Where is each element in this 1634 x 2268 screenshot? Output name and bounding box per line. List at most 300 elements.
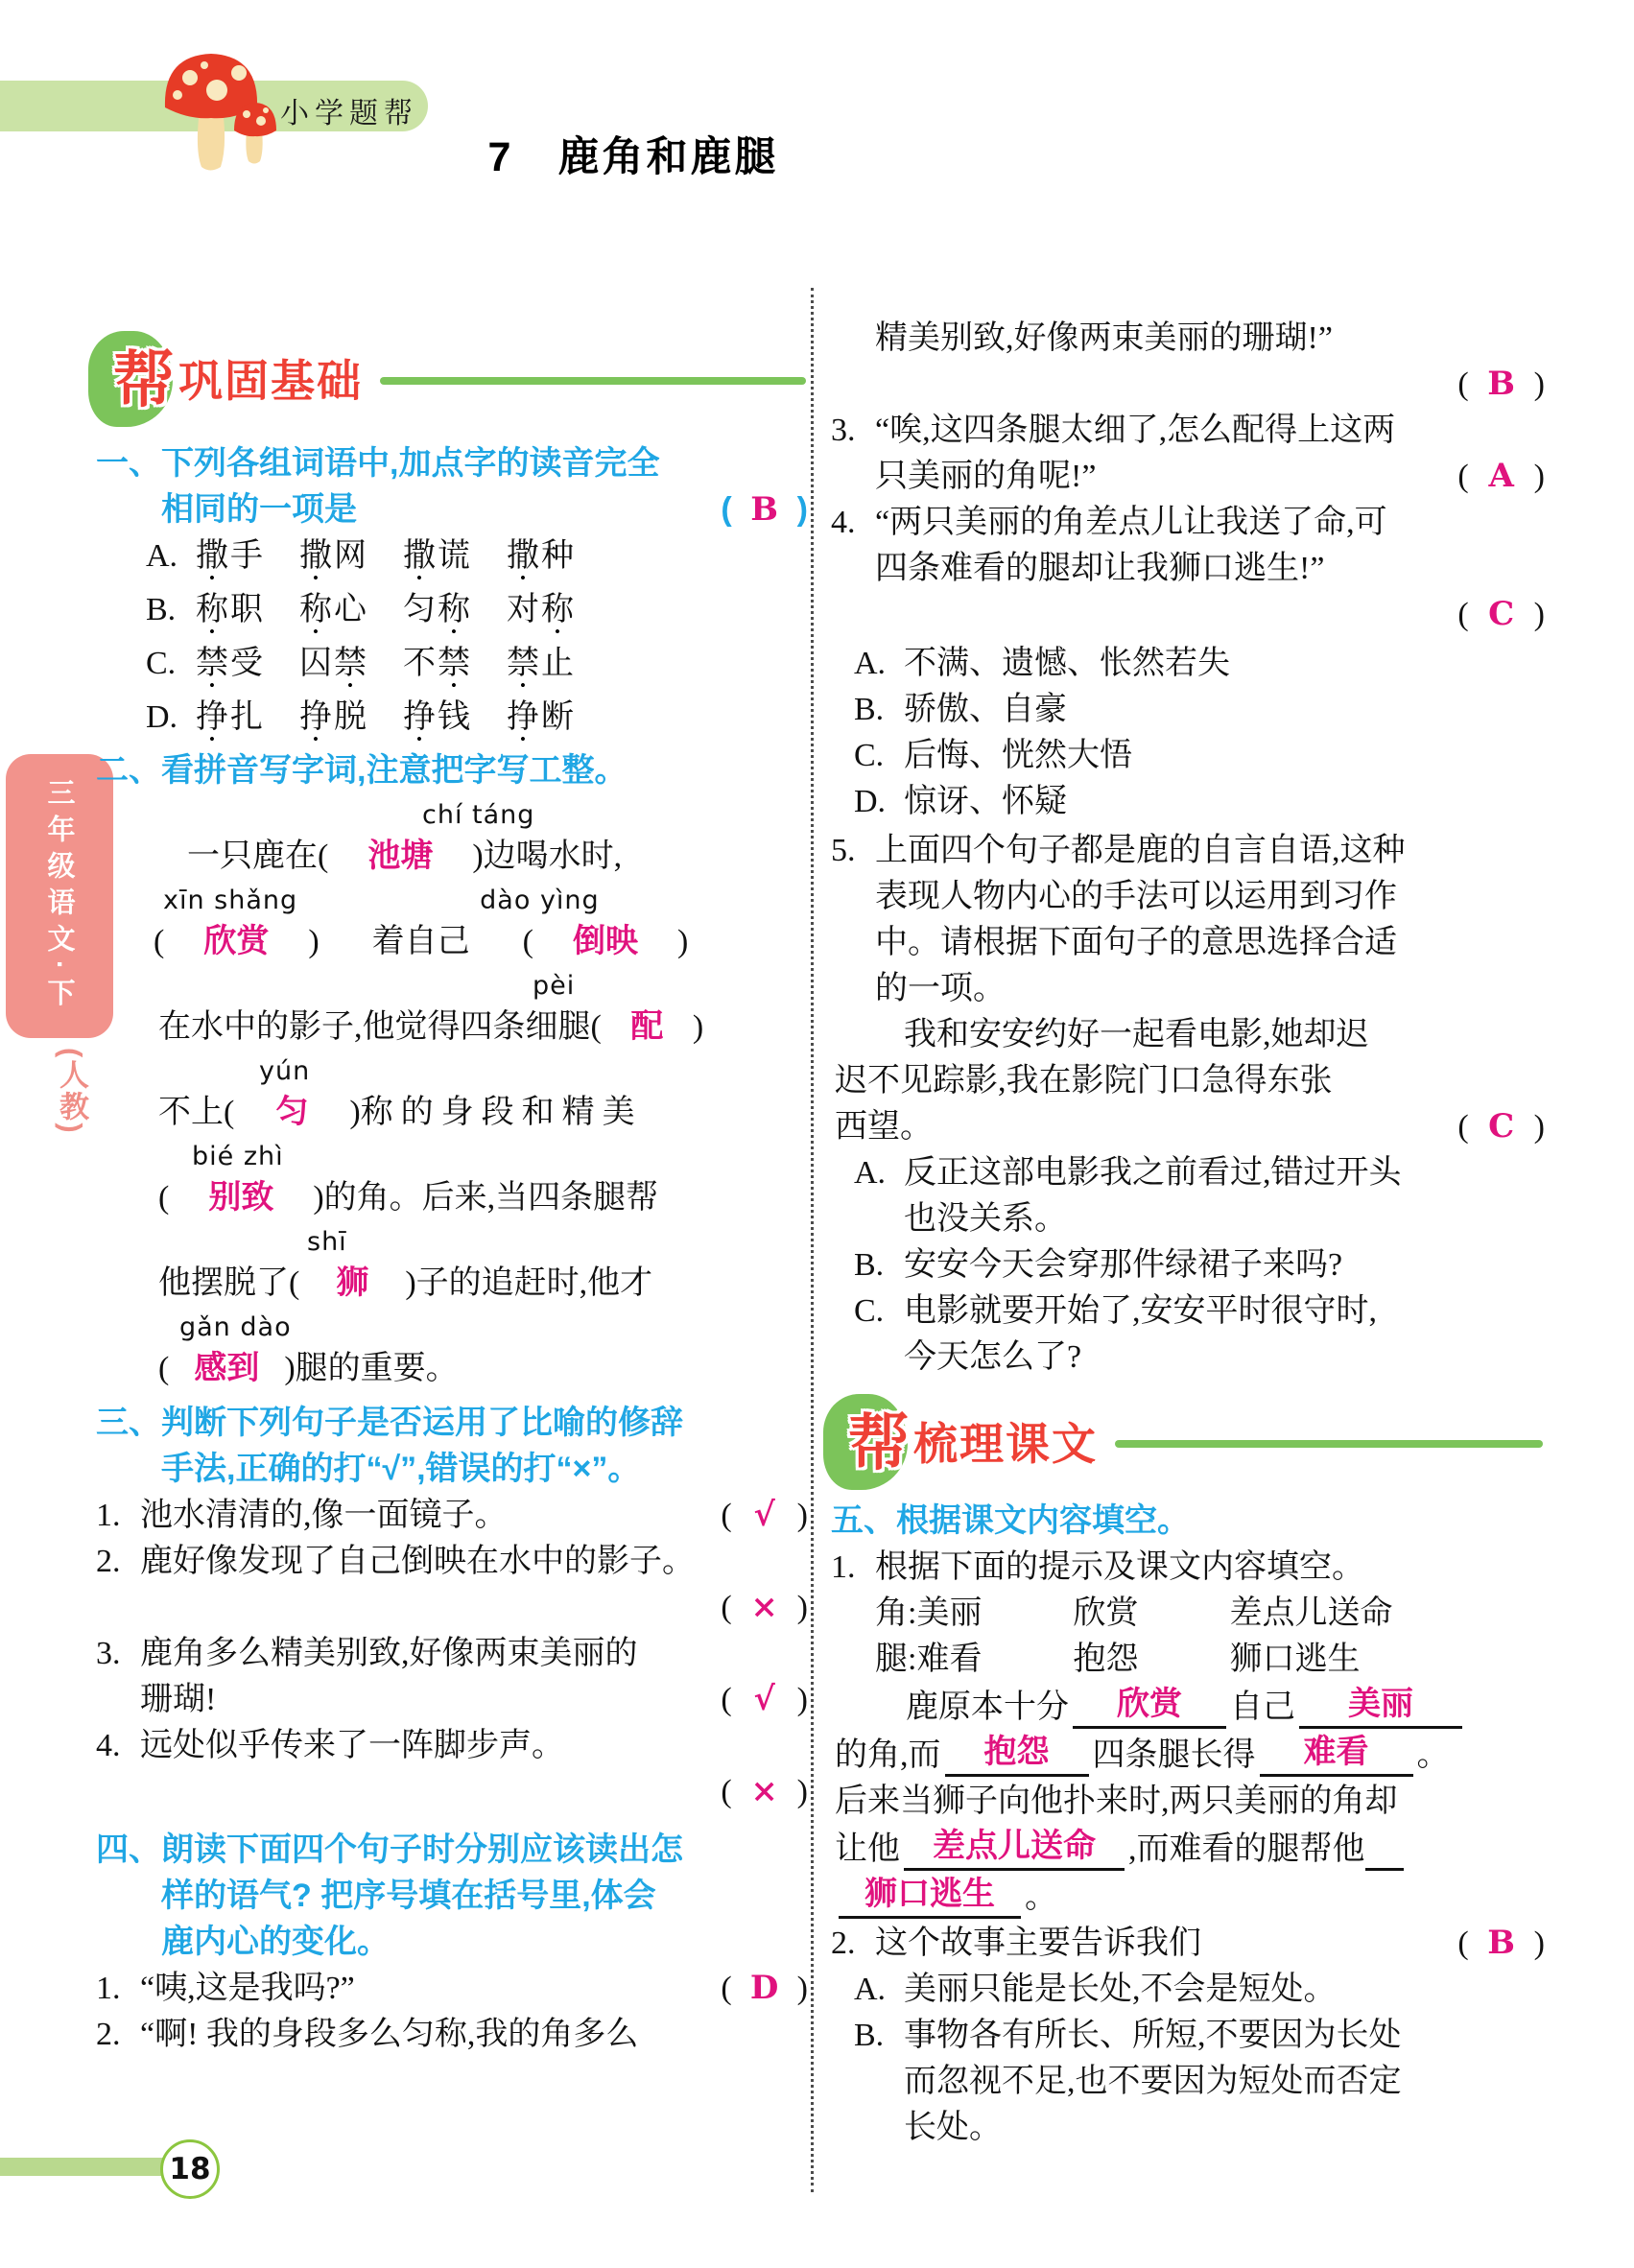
spacer bbox=[470, 920, 523, 963]
answer-letter: × bbox=[750, 1588, 778, 1626]
text: )边喝水时, bbox=[472, 839, 623, 874]
line bbox=[831, 829, 1545, 872]
char: 称 bbox=[438, 592, 472, 627]
dotted-word bbox=[403, 696, 507, 739]
line bbox=[96, 1829, 808, 1872]
spacer bbox=[297, 881, 480, 916]
text: 的角,而 bbox=[835, 1737, 941, 1773]
text: 鹿好像发现了自己倒映在水中的影子。 bbox=[140, 1544, 695, 1579]
line bbox=[831, 1780, 1545, 1823]
text: 安安今天会穿那件绿裙子来吗? bbox=[904, 1247, 1343, 1283]
choice-label: A. bbox=[146, 538, 178, 574]
text: ( bbox=[158, 1180, 170, 1216]
answer-parens bbox=[1457, 455, 1545, 498]
line bbox=[96, 1402, 808, 1445]
text: 表现人物内心的手法可以运用到习作 bbox=[875, 879, 1397, 914]
written-answer: 池塘 bbox=[367, 837, 434, 875]
item-number: 2. bbox=[831, 1925, 856, 1961]
char: 称 bbox=[541, 592, 576, 627]
item-number: 3. bbox=[96, 1636, 121, 1671]
line bbox=[831, 2106, 1545, 2149]
section-badge-icon bbox=[88, 331, 178, 431]
dotted-word bbox=[299, 696, 403, 739]
pinyin: dào yìng bbox=[480, 886, 600, 915]
blank-answer: 欣赏 bbox=[1073, 1684, 1226, 1729]
char: 职 bbox=[230, 592, 265, 627]
char: 挣 bbox=[403, 699, 438, 735]
answer-parens bbox=[721, 1770, 808, 1813]
brand-banner bbox=[0, 81, 428, 131]
answer-parens bbox=[1457, 1922, 1545, 1965]
badge-character: 帮 bbox=[848, 1408, 910, 1477]
line bbox=[96, 1448, 808, 1491]
text: 三、判断下列句子是否运用了比喻的修辞 bbox=[96, 1405, 683, 1441]
line bbox=[96, 1586, 808, 1629]
right-column bbox=[831, 317, 1545, 2152]
item-number: 2. bbox=[96, 2017, 121, 2052]
char: 对 bbox=[507, 592, 541, 627]
dotted-word bbox=[299, 642, 403, 685]
answer-parens bbox=[721, 1494, 808, 1537]
answer-letter: B bbox=[1487, 365, 1516, 403]
answer-letter: A bbox=[1488, 457, 1514, 495]
line bbox=[831, 1874, 1545, 1919]
line bbox=[831, 409, 1545, 452]
line bbox=[96, 1005, 808, 1049]
column-divider bbox=[811, 288, 814, 2192]
paren-close: ) bbox=[1533, 1109, 1545, 1145]
paren-close: ) bbox=[1533, 597, 1545, 632]
footer-bar bbox=[0, 2158, 165, 2176]
text: 腿:难看 bbox=[875, 1642, 983, 1677]
line bbox=[831, 875, 1545, 918]
paren-close: ) bbox=[796, 1682, 808, 1717]
dotted-word bbox=[299, 588, 403, 631]
line bbox=[96, 1091, 808, 1134]
text: 四条腿长得 bbox=[1092, 1737, 1256, 1773]
line bbox=[831, 688, 1545, 731]
text: 五、根据课文内容填空。 bbox=[831, 1502, 1190, 1539]
blank-answer: 难看 bbox=[1260, 1732, 1413, 1777]
paren-open: ( bbox=[721, 1682, 732, 1717]
paren-close: ) bbox=[796, 1590, 808, 1625]
char: 钱 bbox=[438, 699, 472, 735]
char: 挣 bbox=[196, 699, 230, 735]
spacer bbox=[1138, 1638, 1229, 1681]
text: 电影就要开始了,安安平时很守时, bbox=[904, 1293, 1377, 1329]
text: ) bbox=[308, 924, 320, 959]
text: ( bbox=[522, 924, 533, 959]
choice-label: D. bbox=[854, 784, 887, 819]
line bbox=[96, 1875, 808, 1918]
item-number: 1. bbox=[831, 1549, 856, 1585]
line bbox=[831, 2060, 1545, 2103]
item-number: 1. bbox=[96, 1498, 121, 1533]
text: 相同的一项是 bbox=[161, 491, 357, 528]
line bbox=[96, 795, 808, 833]
line bbox=[831, 2014, 1545, 2057]
line bbox=[96, 1347, 808, 1390]
item-number: 4. bbox=[96, 1728, 121, 1763]
choice-label: B. bbox=[854, 2018, 885, 2053]
text: 手法,正确的打“√”,错误的打“×”。 bbox=[161, 1451, 641, 1487]
item-number: 4. bbox=[831, 505, 856, 540]
text: 称的身段和精美 bbox=[360, 1095, 643, 1130]
text: 美丽只能是长处,不会是短处。 bbox=[904, 1972, 1337, 2007]
paren-open: ( bbox=[1457, 1925, 1469, 1961]
char: 谎 bbox=[438, 538, 472, 574]
char: 网 bbox=[334, 538, 368, 574]
text: 样的语气? 把序号填在括号里,体会 bbox=[161, 1878, 656, 1914]
choice-label: A. bbox=[854, 1972, 887, 2007]
answer-letter: C bbox=[1488, 595, 1515, 633]
text: 珊瑚! bbox=[140, 1682, 217, 1717]
text: 这个故事主要告诉我们 bbox=[875, 1925, 1201, 1961]
item-number: 5. bbox=[831, 833, 856, 868]
line bbox=[96, 920, 808, 963]
written-answer: 欣赏 bbox=[203, 922, 270, 960]
char: 匀 bbox=[403, 592, 438, 627]
text: 长处。 bbox=[904, 2110, 1002, 2145]
text: 事物各有所长、所短,不要因为长处 bbox=[904, 2018, 1402, 2053]
char: 受 bbox=[230, 646, 265, 681]
section-badge-rule bbox=[380, 377, 806, 385]
pinyin: shī bbox=[307, 1227, 347, 1257]
char: 禁 bbox=[438, 646, 472, 681]
char: 不 bbox=[403, 646, 438, 681]
line bbox=[831, 1151, 1545, 1194]
text: 着自己 bbox=[371, 924, 470, 959]
line bbox=[831, 1826, 1545, 1871]
answer-parens bbox=[1457, 363, 1545, 406]
answer-letter: B bbox=[750, 490, 779, 529]
text: 鹿原本十分 bbox=[906, 1689, 1069, 1725]
pinyin: yún bbox=[259, 1056, 311, 1086]
line bbox=[831, 1684, 1545, 1729]
line bbox=[831, 1013, 1545, 1056]
char: 禁 bbox=[334, 646, 368, 681]
line bbox=[831, 1732, 1545, 1777]
page-number: 18 bbox=[160, 2139, 220, 2199]
written-answer: 别致 bbox=[208, 1178, 274, 1217]
text: 只美丽的角呢!” bbox=[875, 459, 1097, 494]
text: ( bbox=[154, 924, 165, 959]
text: 角:美丽 bbox=[875, 1595, 983, 1631]
text: 远处似乎传来了一阵脚步声。 bbox=[140, 1728, 564, 1763]
line bbox=[831, 1335, 1545, 1379]
choice-label: D. bbox=[146, 699, 178, 735]
blank-answer: 抱怨 bbox=[945, 1732, 1089, 1777]
char: 脱 bbox=[334, 699, 368, 735]
char: 断 bbox=[541, 699, 576, 735]
publisher-label: (人教) bbox=[55, 1048, 88, 1135]
written-answer: 匀 bbox=[275, 1093, 309, 1131]
line bbox=[831, 780, 1545, 823]
dotted-word bbox=[507, 696, 576, 739]
line bbox=[88, 331, 808, 431]
spacer bbox=[982, 1592, 1073, 1635]
paren-close: ) bbox=[1533, 459, 1545, 494]
badge-character: 帮 bbox=[113, 345, 175, 414]
char: 禁 bbox=[507, 646, 541, 681]
line bbox=[831, 1638, 1545, 1681]
line bbox=[96, 1176, 808, 1219]
blank-answer: 狮口逃生 bbox=[839, 1874, 1021, 1919]
dotted-word bbox=[507, 642, 576, 685]
line bbox=[96, 1222, 808, 1260]
line bbox=[831, 593, 1545, 636]
text: “啊! 我的身段多么匀称,我的角多么 bbox=[140, 2017, 639, 2052]
line bbox=[96, 2013, 808, 2056]
text: 上面四个句子都是鹿的自言自语,这种 bbox=[875, 833, 1406, 868]
text: 惊讶、怀疑 bbox=[904, 784, 1067, 819]
text: ) bbox=[692, 1009, 704, 1045]
text: 骄傲、自豪 bbox=[904, 692, 1067, 727]
line bbox=[96, 749, 808, 792]
paren-open: ( bbox=[721, 1590, 732, 1625]
text: 鹿角多么精美别致,好像两束美丽的 bbox=[140, 1636, 638, 1671]
line bbox=[96, 1967, 808, 2010]
line bbox=[96, 642, 808, 685]
left-column bbox=[96, 331, 808, 2059]
pinyin: gǎn dào bbox=[179, 1312, 292, 1342]
text: 欣赏 bbox=[1073, 1595, 1139, 1631]
blank-answer: 差点儿送命 bbox=[904, 1826, 1125, 1871]
item-number: 1. bbox=[96, 1971, 121, 2006]
text: 不上( bbox=[158, 1095, 235, 1130]
line bbox=[96, 1262, 808, 1305]
written-answer: 感到 bbox=[194, 1349, 260, 1387]
spacer bbox=[320, 920, 372, 963]
paren-close: ) bbox=[1533, 366, 1545, 402]
line bbox=[96, 1308, 808, 1345]
pinyin: bié zhì bbox=[192, 1142, 284, 1171]
line bbox=[831, 1289, 1545, 1333]
dotted-word bbox=[507, 534, 576, 578]
text: )腿的重要。 bbox=[284, 1351, 459, 1386]
line bbox=[96, 1724, 808, 1767]
text: 今天怎么了? bbox=[904, 1339, 1082, 1375]
text: 中。请根据下面句子的意思选择合适 bbox=[875, 925, 1397, 960]
text: 根据下面的提示及课文内容填空。 bbox=[875, 1549, 1364, 1585]
line bbox=[831, 363, 1545, 406]
dotted-word bbox=[507, 588, 576, 631]
paren-open: ( bbox=[1457, 459, 1469, 494]
text: 差点儿送命 bbox=[1229, 1595, 1393, 1631]
paren-close: ) bbox=[796, 1774, 808, 1809]
line bbox=[831, 1059, 1545, 1102]
text: 而忽视不足,也不要因为短处而否定 bbox=[904, 2064, 1402, 2099]
paren-close: ) bbox=[796, 1498, 808, 1533]
text: 。 bbox=[1416, 1737, 1450, 1773]
line bbox=[831, 455, 1545, 498]
line bbox=[96, 534, 808, 578]
paren-close: ) bbox=[1533, 1925, 1545, 1961]
paren-open: ( bbox=[1457, 597, 1469, 632]
answer-parens bbox=[1457, 593, 1545, 636]
line bbox=[831, 921, 1545, 964]
line bbox=[831, 1243, 1545, 1287]
text: 一、下列各组词语中,加点字的读音完全 bbox=[96, 445, 660, 482]
line bbox=[831, 1922, 1545, 1965]
choice-label: B. bbox=[854, 1247, 885, 1283]
paren-open: ( bbox=[721, 1498, 732, 1533]
char: 心 bbox=[334, 592, 368, 627]
char: 称 bbox=[196, 592, 230, 627]
dotted-word bbox=[196, 696, 299, 739]
line bbox=[831, 734, 1545, 777]
text: ( bbox=[158, 1351, 170, 1386]
char: 扎 bbox=[230, 699, 265, 735]
text: 狮口逃生 bbox=[1229, 1642, 1361, 1677]
line bbox=[831, 1105, 1545, 1148]
text: 的一项。 bbox=[875, 971, 1006, 1006]
text: 也没关系。 bbox=[904, 1201, 1067, 1237]
section-badge-label: 巩固基础 bbox=[178, 355, 363, 406]
line bbox=[96, 881, 808, 918]
line bbox=[96, 1137, 808, 1174]
answer-letter: B bbox=[1487, 1924, 1516, 1962]
text: 让他 bbox=[835, 1831, 900, 1867]
paren-open: ( bbox=[721, 1774, 732, 1809]
pinyin: chí táng bbox=[422, 800, 535, 830]
answer-letter: × bbox=[750, 1772, 778, 1810]
choice-label: C. bbox=[854, 1293, 885, 1329]
char: 种 bbox=[541, 538, 576, 574]
text: 反正这部电影我之前看过,错过开头 bbox=[904, 1155, 1402, 1191]
line bbox=[96, 588, 808, 631]
line bbox=[96, 1678, 808, 1721]
text: 一只鹿在( bbox=[187, 839, 329, 874]
line bbox=[831, 501, 1545, 544]
text: 后悔、恍然大悟 bbox=[904, 738, 1132, 773]
line bbox=[96, 835, 808, 878]
paren-open: ( bbox=[721, 491, 732, 528]
text: “咦,这是我吗?” bbox=[140, 1971, 355, 2006]
text: 抱怨 bbox=[1073, 1642, 1139, 1677]
section-badge-icon bbox=[823, 1394, 913, 1494]
pinyin: xīn shǎng bbox=[163, 886, 298, 915]
item-number: 2. bbox=[96, 1544, 121, 1579]
brand-name: 小学题帮 bbox=[280, 97, 418, 130]
answer-parens bbox=[721, 1678, 808, 1721]
pinyin: pèi bbox=[533, 971, 576, 1001]
text: 他摆脱了( bbox=[158, 1265, 300, 1301]
choice-label: C. bbox=[146, 646, 177, 681]
char: 挣 bbox=[507, 699, 541, 735]
text: )子的追赶时,他才 bbox=[405, 1265, 653, 1301]
text: 精美别致,好像两束美丽的珊瑚!” bbox=[875, 320, 1333, 356]
text: 二、看拼音写字词,注意把字写工整。 bbox=[96, 752, 628, 789]
text: “两只美丽的角差点儿让我送了命,可 bbox=[875, 505, 1387, 540]
answer-parens bbox=[721, 488, 808, 532]
char: 禁 bbox=[196, 646, 230, 681]
dotted-word bbox=[403, 642, 507, 685]
line bbox=[96, 442, 808, 485]
text: 在水中的影子,他觉得四条细腿( bbox=[158, 1009, 602, 1045]
blank-answer: 美丽 bbox=[1299, 1684, 1462, 1729]
dotted-word bbox=[403, 588, 507, 631]
char: 手 bbox=[230, 538, 265, 574]
char: 撒 bbox=[403, 538, 438, 574]
char: 撒 bbox=[196, 538, 230, 574]
text: 四条难看的腿却让我狮口逃生!” bbox=[875, 551, 1325, 586]
written-answer: 倒映 bbox=[572, 922, 638, 960]
paren-open: ( bbox=[1457, 366, 1469, 402]
line bbox=[831, 642, 1545, 685]
line bbox=[96, 1540, 808, 1583]
line bbox=[831, 1546, 1545, 1589]
line bbox=[831, 547, 1545, 590]
paren-close: ) bbox=[796, 1971, 808, 2006]
answer-letter: √ bbox=[753, 1680, 775, 1718]
line bbox=[96, 696, 808, 739]
char: 撒 bbox=[507, 538, 541, 574]
written-answer: 狮 bbox=[336, 1264, 369, 1302]
section-badge-label: 梳理课文 bbox=[913, 1418, 1098, 1469]
line bbox=[96, 1632, 808, 1675]
blank-underline bbox=[1365, 1826, 1404, 1871]
text: 四、朗读下面四个句子时分别应该读出怎 bbox=[96, 1831, 683, 1868]
line bbox=[96, 488, 808, 532]
answer-parens bbox=[721, 1967, 808, 2010]
paren-close: ) bbox=[796, 491, 808, 528]
choice-label: A. bbox=[854, 1155, 887, 1191]
line bbox=[831, 1968, 1545, 2011]
text: 不满、遗憾、怅然若失 bbox=[904, 646, 1230, 681]
paren-open: ( bbox=[1457, 1109, 1469, 1145]
mushroom-icon bbox=[144, 40, 288, 181]
line bbox=[831, 1500, 1545, 1543]
choice-label: B. bbox=[146, 592, 177, 627]
answer-parens bbox=[721, 1586, 808, 1629]
choice-label: A. bbox=[854, 646, 887, 681]
line bbox=[831, 967, 1545, 1010]
grade-tab-label: 三年级语文·下 bbox=[43, 777, 75, 1015]
line bbox=[831, 1592, 1545, 1635]
line bbox=[96, 1494, 808, 1537]
line bbox=[831, 317, 1545, 360]
text: )的角。后来,当四条腿帮 bbox=[313, 1180, 659, 1216]
line bbox=[96, 966, 808, 1004]
text: 西望。 bbox=[835, 1109, 933, 1145]
dotted-word bbox=[196, 588, 299, 631]
written-answer: 配 bbox=[630, 1007, 664, 1046]
line bbox=[96, 1921, 808, 1964]
choice-label: C. bbox=[854, 738, 885, 773]
item-number: 3. bbox=[831, 413, 856, 448]
char: 囚 bbox=[299, 646, 334, 681]
section-badge-rule bbox=[1115, 1440, 1543, 1448]
text: “唉,这四条腿太细了,怎么配得上这两 bbox=[875, 413, 1396, 448]
dotted-word bbox=[196, 642, 299, 685]
text: 鹿内心的变化。 bbox=[161, 1924, 390, 1960]
spacer bbox=[982, 1638, 1073, 1681]
answer-letter: D bbox=[749, 1969, 779, 2007]
text: 自己 bbox=[1230, 1689, 1295, 1725]
char: 止 bbox=[541, 646, 576, 681]
answer-letter: C bbox=[1488, 1107, 1515, 1146]
page-title: 7 鹿角和鹿腿 bbox=[487, 134, 779, 180]
text: 后来当狮子向他扑来时,两只美丽的角却 bbox=[835, 1784, 1398, 1819]
char: 撒 bbox=[299, 538, 334, 574]
char: 称 bbox=[299, 592, 334, 627]
choice-label: B. bbox=[854, 692, 885, 727]
dotted-word bbox=[299, 534, 403, 578]
line bbox=[831, 1197, 1545, 1240]
spacer bbox=[1138, 1592, 1229, 1635]
text: 池水清清的,像一面镜子。 bbox=[140, 1498, 508, 1533]
